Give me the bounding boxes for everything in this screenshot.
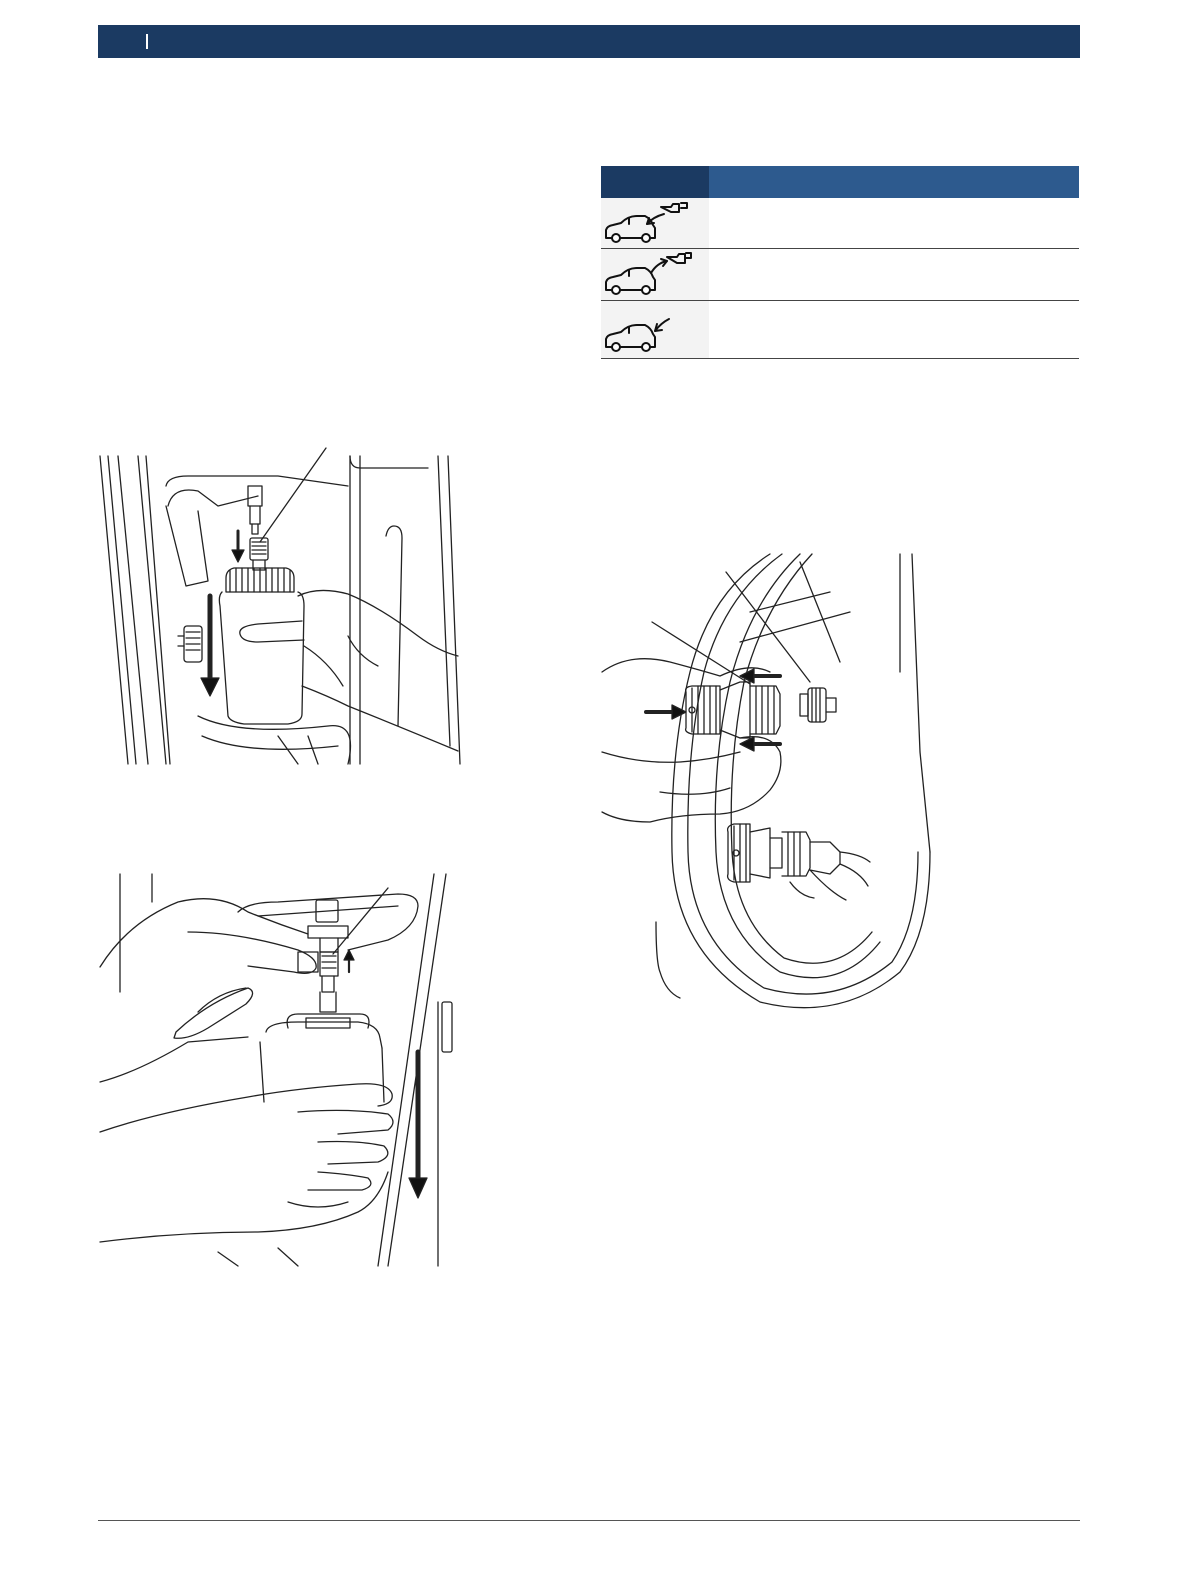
table-row-description (709, 301, 1079, 358)
oil-bottle-mount-illustration (98, 446, 468, 766)
quick-coupler-connection-illustration (600, 552, 940, 1012)
header-separator (146, 34, 148, 49)
symbol-table (601, 166, 1079, 359)
table-row-description (709, 198, 1079, 248)
car-oil-from-container-icon (601, 249, 709, 300)
table-row (601, 249, 1079, 301)
car-drain-oil-to-container-icon (601, 198, 709, 248)
car-hose-connect-icon (601, 301, 709, 358)
table-header-description (709, 166, 1079, 198)
table-row (601, 301, 1079, 359)
table-header-symbol (601, 166, 709, 198)
oil-bottle-removal-illustration (98, 872, 468, 1268)
table-row (601, 198, 1079, 249)
table-header (601, 166, 1079, 198)
table-row-description (709, 249, 1079, 300)
footer-line (98, 1520, 1080, 1521)
header-bar (98, 25, 1080, 58)
